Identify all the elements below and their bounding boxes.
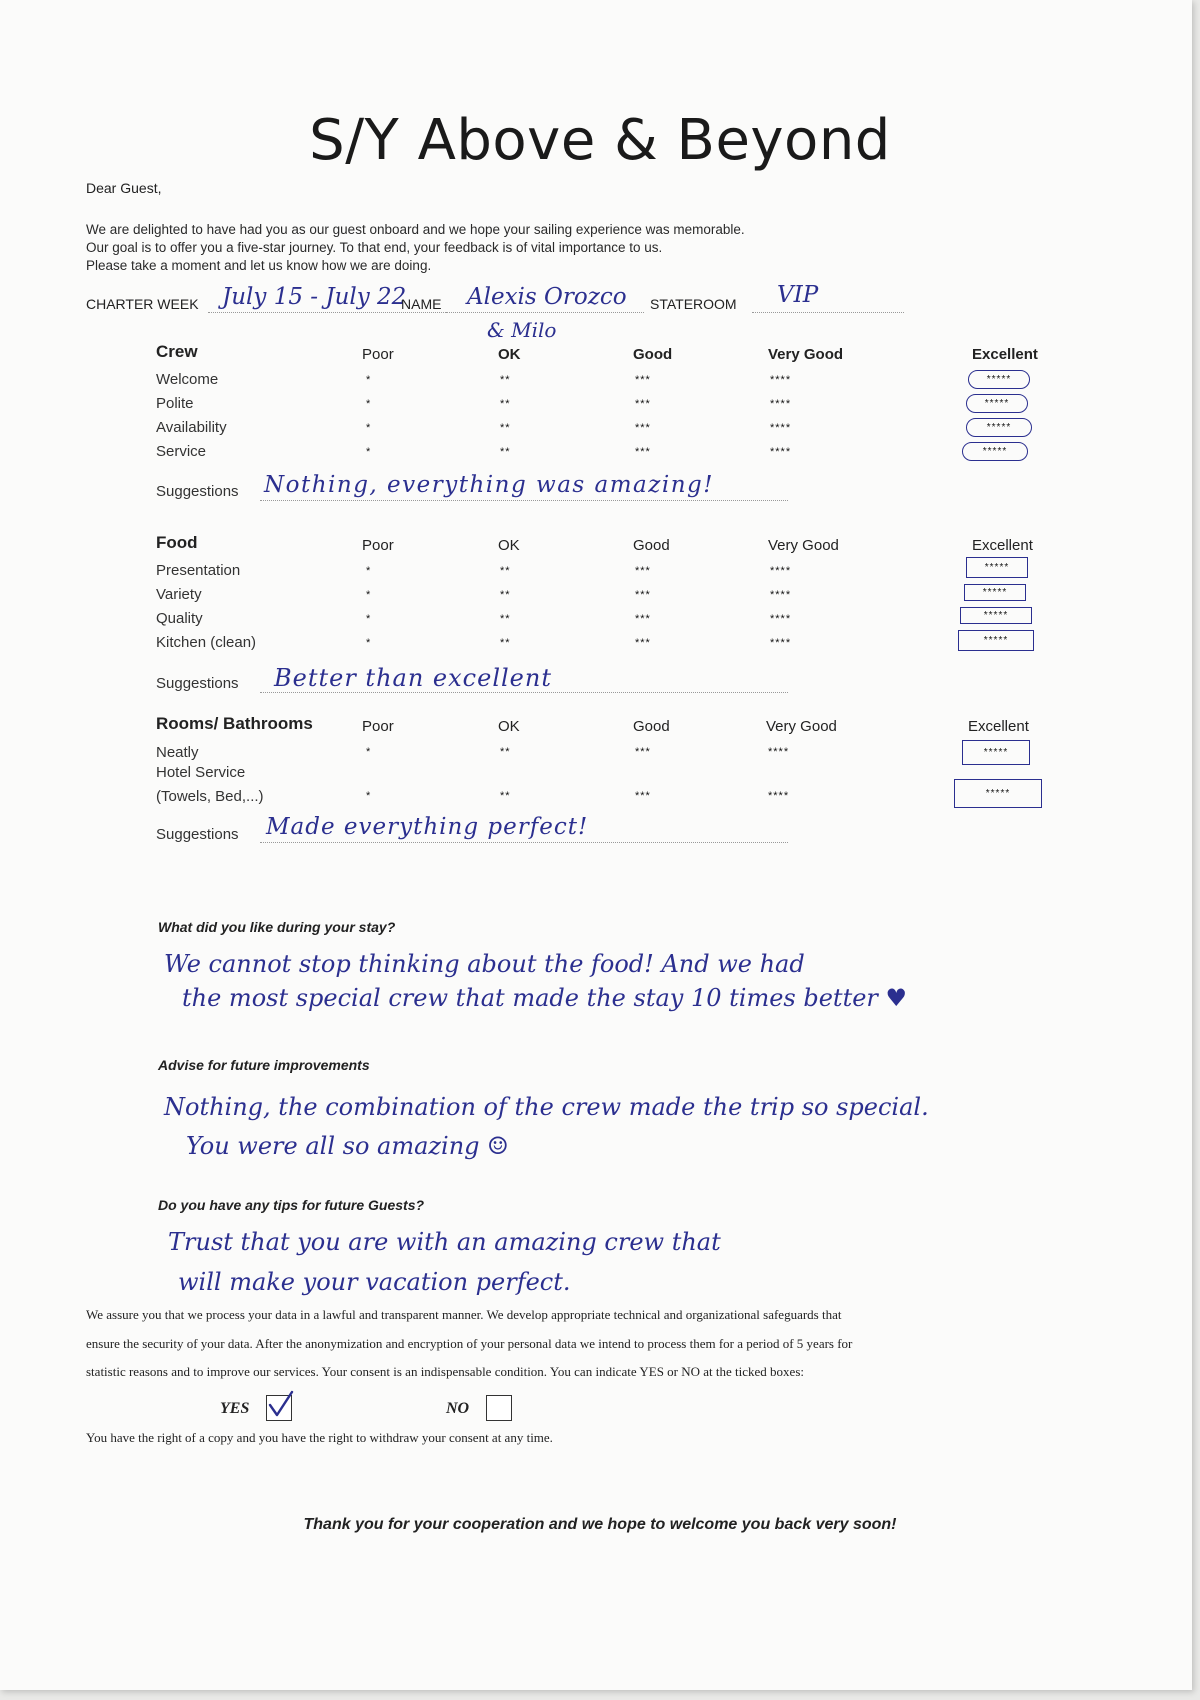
rooms-section-title: Rooms/ Bathrooms [156, 714, 313, 733]
checkmark-icon [265, 1390, 295, 1420]
suggestions-label: Suggestions [156, 483, 239, 500]
consent-text-line2: ensure the security of your data. After the anonymization and encryption of your personal data we intend to process them for a period of 5 years for [86, 1336, 853, 1351]
rating-row-label: Service [156, 443, 207, 460]
rating-option-poor[interactable]: * [366, 790, 372, 802]
rating-option-very-good[interactable]: **** [768, 746, 790, 758]
consent-text-line1: We assure you that we process your data in a lawful and transparent manner. We develop appropriate technical and organizational safeguards that [86, 1307, 842, 1322]
rating-row-label: Neatly [156, 744, 199, 761]
rating-option-good[interactable]: *** [635, 746, 651, 758]
rating-row-label: Availability [156, 419, 227, 436]
rating-option-ok[interactable]: ** [500, 613, 511, 625]
stateroom-field[interactable]: VIP [777, 282, 819, 308]
rating-option-poor[interactable]: * [366, 746, 372, 758]
charter-week-label: CHARTER WEEK [86, 296, 199, 312]
answer-tips-line2[interactable]: will make your vacation perfect. [178, 1268, 571, 1296]
col-excellent: Excellent [972, 346, 1038, 363]
question-tips: Do you have any tips for future Guests? [158, 1197, 425, 1213]
rating-option-very-good[interactable]: **** [768, 790, 790, 802]
rating-option-poor[interactable]: * [366, 565, 372, 577]
col-poor: Poor [362, 346, 394, 363]
rating-option-poor[interactable]: * [366, 589, 372, 601]
col-very-good: Very Good [768, 537, 839, 554]
intro-text [86, 221, 745, 275]
rating-option-poor[interactable]: * [366, 637, 372, 649]
col-excellent: Excellent [968, 718, 1029, 735]
rating-option-poor[interactable]: * [366, 446, 372, 458]
rating-option-ok[interactable]: ** [500, 422, 511, 434]
rating-option-good[interactable]: *** [635, 565, 651, 577]
rating-option-excellent-selected[interactable]: ***** [958, 630, 1034, 651]
crew-suggestions-field[interactable]: Nothing, everything was amazing! [264, 472, 715, 498]
rating-row-label: Polite [156, 395, 194, 412]
consent-yes-checkbox[interactable] [266, 1395, 292, 1421]
rooms-suggestions-field[interactable]: Made everything perfect! [266, 814, 589, 840]
food-section-title: Food [156, 533, 198, 552]
rating-option-excellent-selected[interactable]: ***** [962, 442, 1028, 461]
rating-option-good[interactable]: *** [635, 589, 651, 601]
rating-option-very-good[interactable]: **** [770, 589, 792, 601]
rating-option-very-good[interactable]: **** [770, 613, 792, 625]
consent-rights-text: You have the right of a copy and you have the right to withdraw your consent at any time. [86, 1430, 553, 1445]
rating-option-ok[interactable]: ** [500, 790, 511, 802]
rating-option-good[interactable]: *** [635, 446, 651, 458]
rating-option-very-good[interactable]: **** [770, 446, 792, 458]
rating-option-ok[interactable]: ** [500, 374, 511, 386]
rating-row-label: Presentation [156, 562, 241, 579]
rating-option-very-good[interactable]: **** [770, 565, 792, 577]
rating-option-poor[interactable]: * [366, 398, 372, 410]
rating-option-good[interactable]: *** [635, 398, 651, 410]
crew-section-title: Crew [156, 342, 198, 361]
rating-option-good[interactable]: *** [635, 374, 651, 386]
rating-option-excellent-selected[interactable]: ***** [954, 779, 1042, 808]
form-title: S/Y Above & Beyond [309, 108, 891, 173]
answer-liked-line2[interactable]: the most special crew that made the stay 10 times better ♥ [182, 984, 908, 1012]
rating-option-excellent-selected[interactable]: ***** [966, 418, 1032, 437]
rating-option-very-good[interactable]: **** [770, 398, 792, 410]
consent-no-label: NO [446, 1400, 470, 1417]
rating-option-excellent-selected[interactable]: ***** [962, 740, 1030, 765]
rating-row-label: Kitchen (clean) [156, 634, 257, 651]
col-ok: OK [498, 346, 521, 363]
stateroom-label: STATEROOM [650, 296, 737, 312]
intro-line: We are delighted to have had you as our guest onboard and we hope your sailing experience was memorable. [86, 222, 745, 237]
question-liked: What did you like during your stay? [158, 919, 396, 935]
rating-option-poor[interactable]: * [366, 374, 372, 386]
rating-option-ok[interactable]: ** [500, 746, 511, 758]
closing-message: Thank you for your cooperation and we hope to welcome you back very soon! [303, 1516, 897, 1533]
rating-option-good[interactable]: *** [635, 790, 651, 802]
col-good: Good [633, 718, 670, 735]
rating-option-poor[interactable]: * [366, 422, 372, 434]
question-advise: Advise for future improvements [158, 1057, 370, 1073]
rating-option-ok[interactable]: ** [500, 589, 511, 601]
col-poor: Poor [362, 718, 394, 735]
col-good: Good [633, 537, 670, 554]
rating-option-excellent-selected[interactable]: ***** [964, 584, 1026, 601]
name-field-line2: & Milo [487, 318, 557, 342]
name-label: NAME [401, 296, 442, 312]
rating-option-very-good[interactable]: **** [770, 637, 792, 649]
rating-row-label: Variety [156, 586, 202, 603]
col-excellent: Excellent [972, 537, 1033, 554]
rating-row-label: Welcome [156, 371, 219, 388]
col-ok: OK [498, 537, 520, 554]
consent-yes-label: YES [220, 1400, 250, 1417]
answer-advise-line1[interactable]: Nothing, the combination of the crew made the trip so special. [164, 1093, 929, 1121]
consent-text-line3: statistic reasons and to improve our services. Your consent is an indispensable condition. You can indicate YES or NO at the ticked boxes: [86, 1364, 805, 1379]
col-poor: Poor [362, 537, 394, 554]
rating-option-ok[interactable]: ** [500, 398, 511, 410]
answer-advise-line2[interactable]: You were all so amazing ☺ [186, 1132, 509, 1160]
name-field[interactable]: Alexis Orozco [467, 284, 627, 310]
charter-week-field[interactable]: July 15 - July 22 [222, 284, 407, 310]
rating-option-excellent-selected[interactable]: ***** [966, 557, 1028, 578]
col-very-good: Very Good [766, 718, 837, 735]
intro-line: Our goal is to offer you a five-star journey. To that end, your feedback is of vital importance to us. [86, 240, 663, 255]
intro-line: Please take a moment and let us know how we are doing. [86, 258, 432, 273]
rating-option-good[interactable]: *** [635, 637, 651, 649]
rating-row-label: Hotel Service [156, 764, 246, 781]
col-ok: OK [498, 718, 520, 735]
suggestions-label: Suggestions [156, 675, 239, 692]
rating-row-label: (Towels, Bed,...) [156, 788, 264, 805]
answer-tips-line1[interactable]: Trust that you are with an amazing crew that [168, 1228, 721, 1256]
rating-option-ok[interactable]: ** [500, 565, 511, 577]
rating-option-poor[interactable]: * [366, 613, 372, 625]
greeting: Dear Guest, [86, 180, 162, 196]
rating-row-label: Quality [156, 610, 203, 627]
rating-option-very-good[interactable]: **** [770, 374, 792, 386]
suggestions-label: Suggestions [156, 826, 239, 843]
col-very-good: Very Good [768, 346, 844, 363]
col-good: Good [633, 346, 673, 363]
rating-option-excellent-selected[interactable]: ***** [966, 394, 1028, 413]
rating-option-ok[interactable]: ** [500, 446, 511, 458]
rating-option-excellent-selected[interactable]: ***** [960, 607, 1032, 624]
rating-option-ok[interactable]: ** [500, 637, 511, 649]
rating-option-excellent-selected[interactable]: ***** [968, 370, 1030, 389]
rating-option-good[interactable]: *** [635, 613, 651, 625]
rating-option-very-good[interactable]: **** [770, 422, 792, 434]
food-suggestions-field[interactable]: Better than excellent [274, 664, 552, 692]
answer-liked-line1[interactable]: We cannot stop thinking about the food! And we had [164, 950, 805, 978]
rating-option-good[interactable]: *** [635, 422, 651, 434]
consent-no-checkbox[interactable] [486, 1395, 512, 1421]
